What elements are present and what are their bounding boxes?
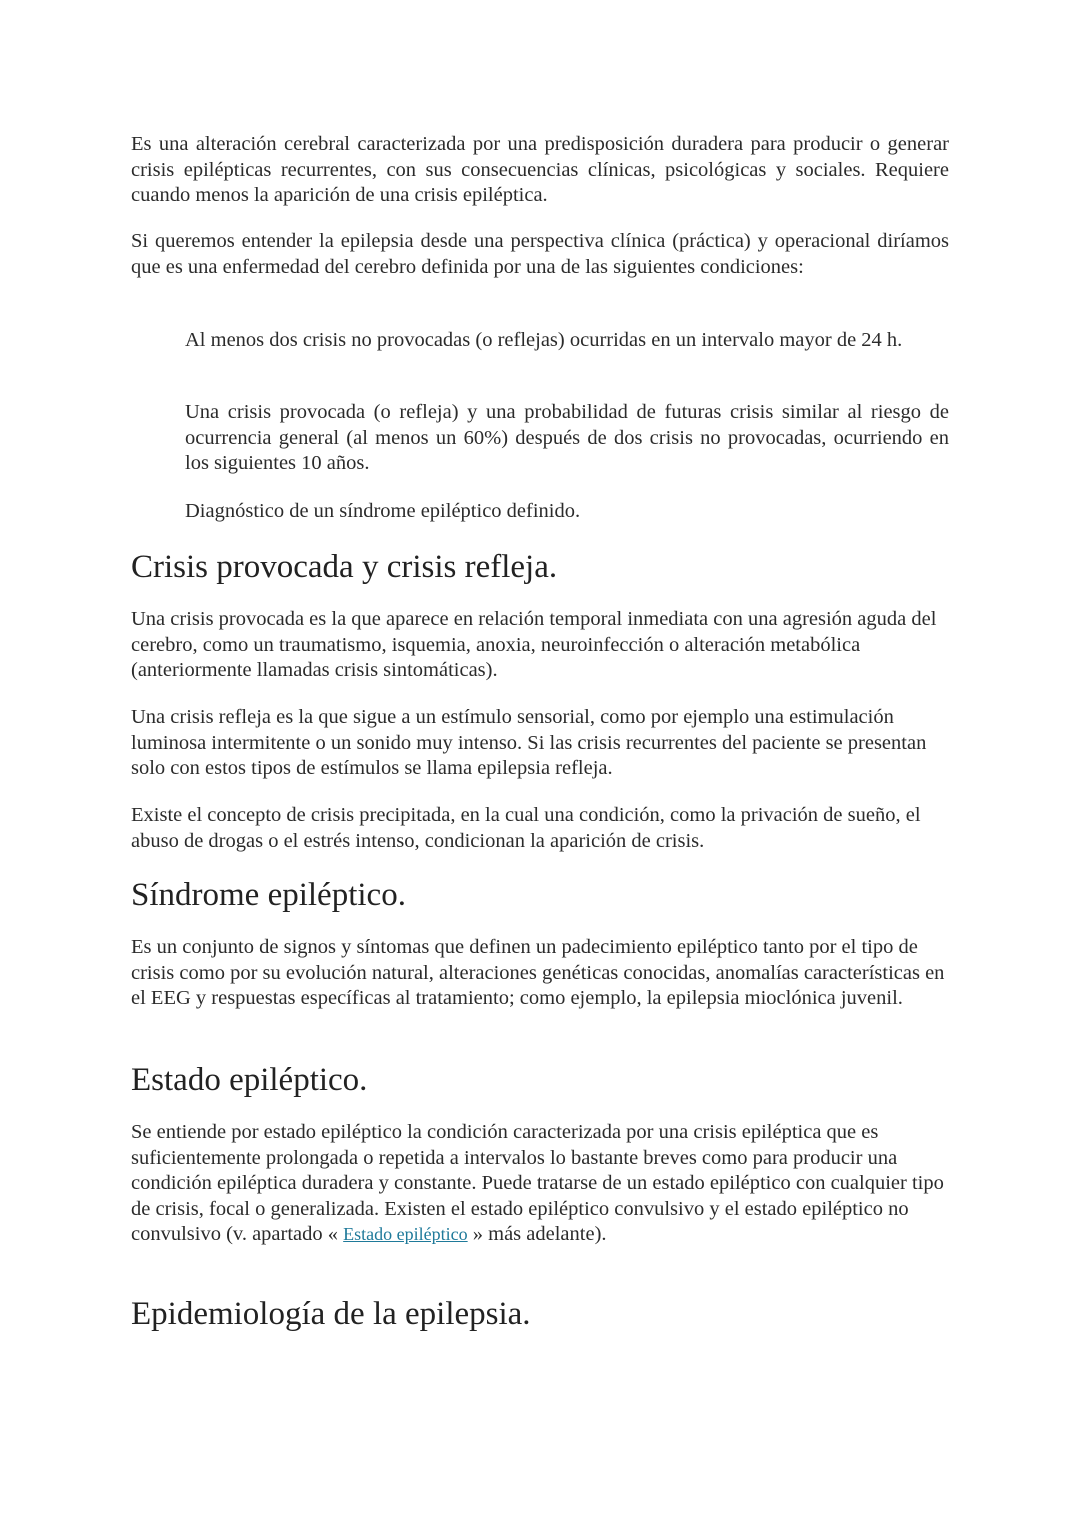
condition-item: Al menos dos crisis no provocadas (o reflejas) ocurridas en un intervalo mayor de 24 h. — [185, 329, 903, 351]
crisis-refleja-paragraph: Una crisis refleja es la que sigue a un estímulo sensorial, como por ejemplo una estimulación luminosa intermitente o un sonido muy intenso. Si las crisis recurrentes del paciente se presentan solo con estos tipos de estímulos se llama epilepsia refleja. — [131, 706, 927, 780]
operational-paragraph: Si queremos entender la epilepsia desde una perspectiva clínica (práctica) y operacional diríamos que es una enfermedad del cerebro definida por una de las siguientes condiciones: — [131, 230, 949, 278]
definition-paragraph: Es una alteración cerebral caracterizada por una predisposición duradera para producir o generar crisis epilépticas recurrentes, con sus consecuencias clínicas, psicológicas y sociales. Requiere cuando menos la aparición de una crisis epiléptica. — [131, 133, 949, 207]
heading-crisis: Crisis provocada y crisis refleja. — [131, 549, 558, 585]
heading-sindrome: Síndrome epiléptico. — [131, 877, 406, 913]
heading-epidemiologia: Epidemiología de la epilepsia. — [131, 1296, 531, 1332]
heading-estado: Estado epiléptico. — [131, 1062, 368, 1098]
condition-item: Una crisis provocada (o refleja) y una probabilidad de futuras crisis similar al riesgo de ocurrencia general (al menos un 60%) después de dos crisis no provocadas, ocurriendo en los siguientes 10 años. — [185, 401, 949, 475]
estado-text: Se entiende por estado epiléptico la condición caracterizada por una crisis epiléptica que es suficientemente prolongada o repetida a intervalos lo bastante breves como para producir una condición epiléptica duradera y constante. Puede tratarse de un estado epiléptico con cualquier tipo de crisis, focal o generalizada. Existen el estado epiléptico convulsivo y el estado epiléptico no convulsivo (v. apartado « — [131, 1121, 944, 1246]
estado-epileptico-link[interactable]: Estado epiléptico — [343, 1224, 468, 1245]
condition-item: Diagnóstico de un síndrome epiléptico definido. — [185, 500, 581, 522]
estado-paragraph — [131, 1120, 949, 1248]
crisis-precipitada-paragraph: Existe el concepto de crisis precipitada, en la cual una condición, como la privación de sueño, el abuso de drogas o el estrés intenso, condicionan la aparición de crisis. — [131, 804, 921, 852]
sindrome-paragraph: Es un conjunto de signos y síntomas que definen un padecimiento epiléptico tanto por el tipo de crisis como por su evolución natural, alteraciones genéticas conocidas, anomalías características en el EEG y respuestas específicas al tratamiento; como ejemplo, la epilepsia mioclónica juvenil. — [131, 936, 945, 1010]
estado-text-end: » más adelante). — [467, 1223, 607, 1246]
crisis-provocada-paragraph: Una crisis provocada es la que aparece en relación temporal inmediata con una agresión aguda del cerebro, como un traumatismo, isquemia, anoxia, neuroinfección o alteración metabólica (anteriormente llamadas crisis sintomáticas). — [131, 608, 937, 682]
